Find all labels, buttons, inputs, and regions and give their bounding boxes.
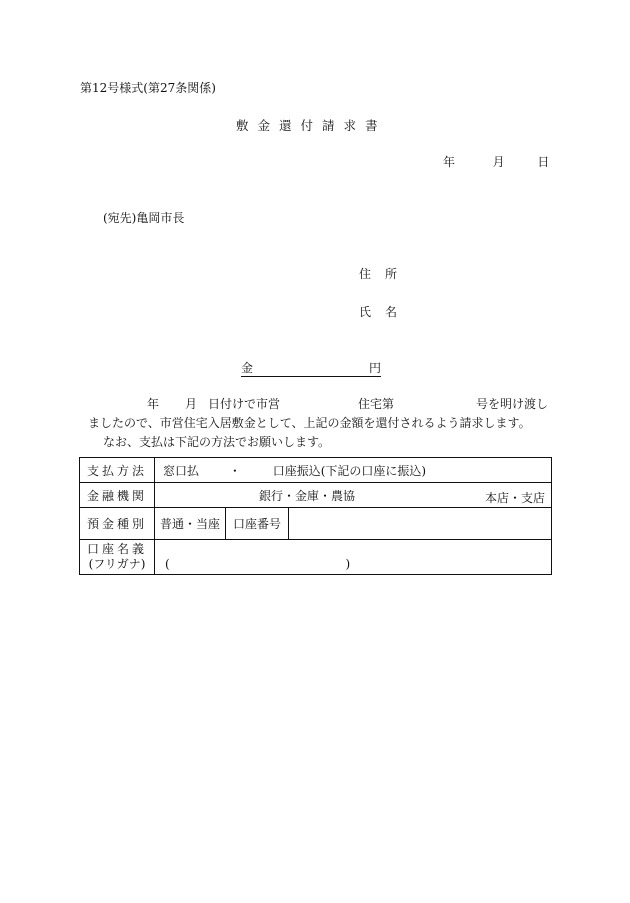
name-label-char: 氏 xyxy=(359,305,372,319)
bank-label: 金融機関 xyxy=(80,483,155,508)
table-row xyxy=(80,540,552,575)
date-year: 年 xyxy=(443,155,456,169)
address-label-char: 所 xyxy=(385,267,398,281)
address-label xyxy=(359,268,397,280)
body-vacate: 号を明け渡し xyxy=(476,397,549,411)
document-title: 敷金還付請求書 xyxy=(236,118,387,133)
address-label-char: 住 xyxy=(359,267,372,281)
window-payment-option[interactable]: 窓口払 xyxy=(163,463,200,478)
furigana-close-paren: ) xyxy=(345,557,351,571)
name-label-char: 名 xyxy=(385,305,398,319)
bank-cell[interactable] xyxy=(155,483,552,508)
branch-types: 本店・支店 xyxy=(484,491,545,505)
body-housing-no: 住宅第 xyxy=(358,397,395,411)
account-holder-label-line1: 口座名義 xyxy=(86,542,147,556)
account-holder-label xyxy=(80,540,155,575)
account-holder-field[interactable] xyxy=(155,540,552,575)
transfer-payment-option[interactable]: 口座振込(下記の口座に振込) xyxy=(272,463,427,478)
amount-suffix: 円 xyxy=(368,361,381,375)
account-holder-label-line2: (フリガナ) xyxy=(88,557,146,571)
payment-method-cell xyxy=(155,458,552,483)
account-number-label: 口座番号 xyxy=(226,508,289,540)
bank-types: 銀行・金庫・農協 xyxy=(259,488,356,503)
deposit-type-label: 預金種別 xyxy=(80,508,155,540)
payment-method-label: 支払方法 xyxy=(80,458,155,483)
table-row xyxy=(80,508,552,540)
body-date-phrase: 日付けで市営 xyxy=(208,397,281,411)
body-line2: ましたので、市営住宅入居敷金として、上記の金額を還付されるよう請求します。 xyxy=(88,416,531,430)
name-label xyxy=(359,306,397,318)
option-separator: ・ xyxy=(228,463,241,478)
form-number: 第12号様式(第27条関係) xyxy=(80,81,216,95)
date-month: 月 xyxy=(492,155,505,169)
body-year: 年 xyxy=(147,397,160,411)
table-row xyxy=(80,483,552,508)
table-row xyxy=(80,458,552,483)
body-month: 月 xyxy=(185,397,198,411)
account-number-field[interactable] xyxy=(289,508,552,540)
amount-line xyxy=(241,362,381,377)
date-day: 日 xyxy=(537,155,550,169)
furigana-open-paren: ( xyxy=(165,557,170,571)
amount-prefix: 金 xyxy=(241,361,254,375)
body-line3: なお、支払は下記の方法でお願いします。 xyxy=(103,435,331,449)
payment-info-table xyxy=(79,457,552,575)
addressee: (宛先)亀岡市長 xyxy=(103,211,185,225)
date-line xyxy=(443,156,549,168)
deposit-type-options[interactable]: 普通・当座 xyxy=(155,508,226,540)
